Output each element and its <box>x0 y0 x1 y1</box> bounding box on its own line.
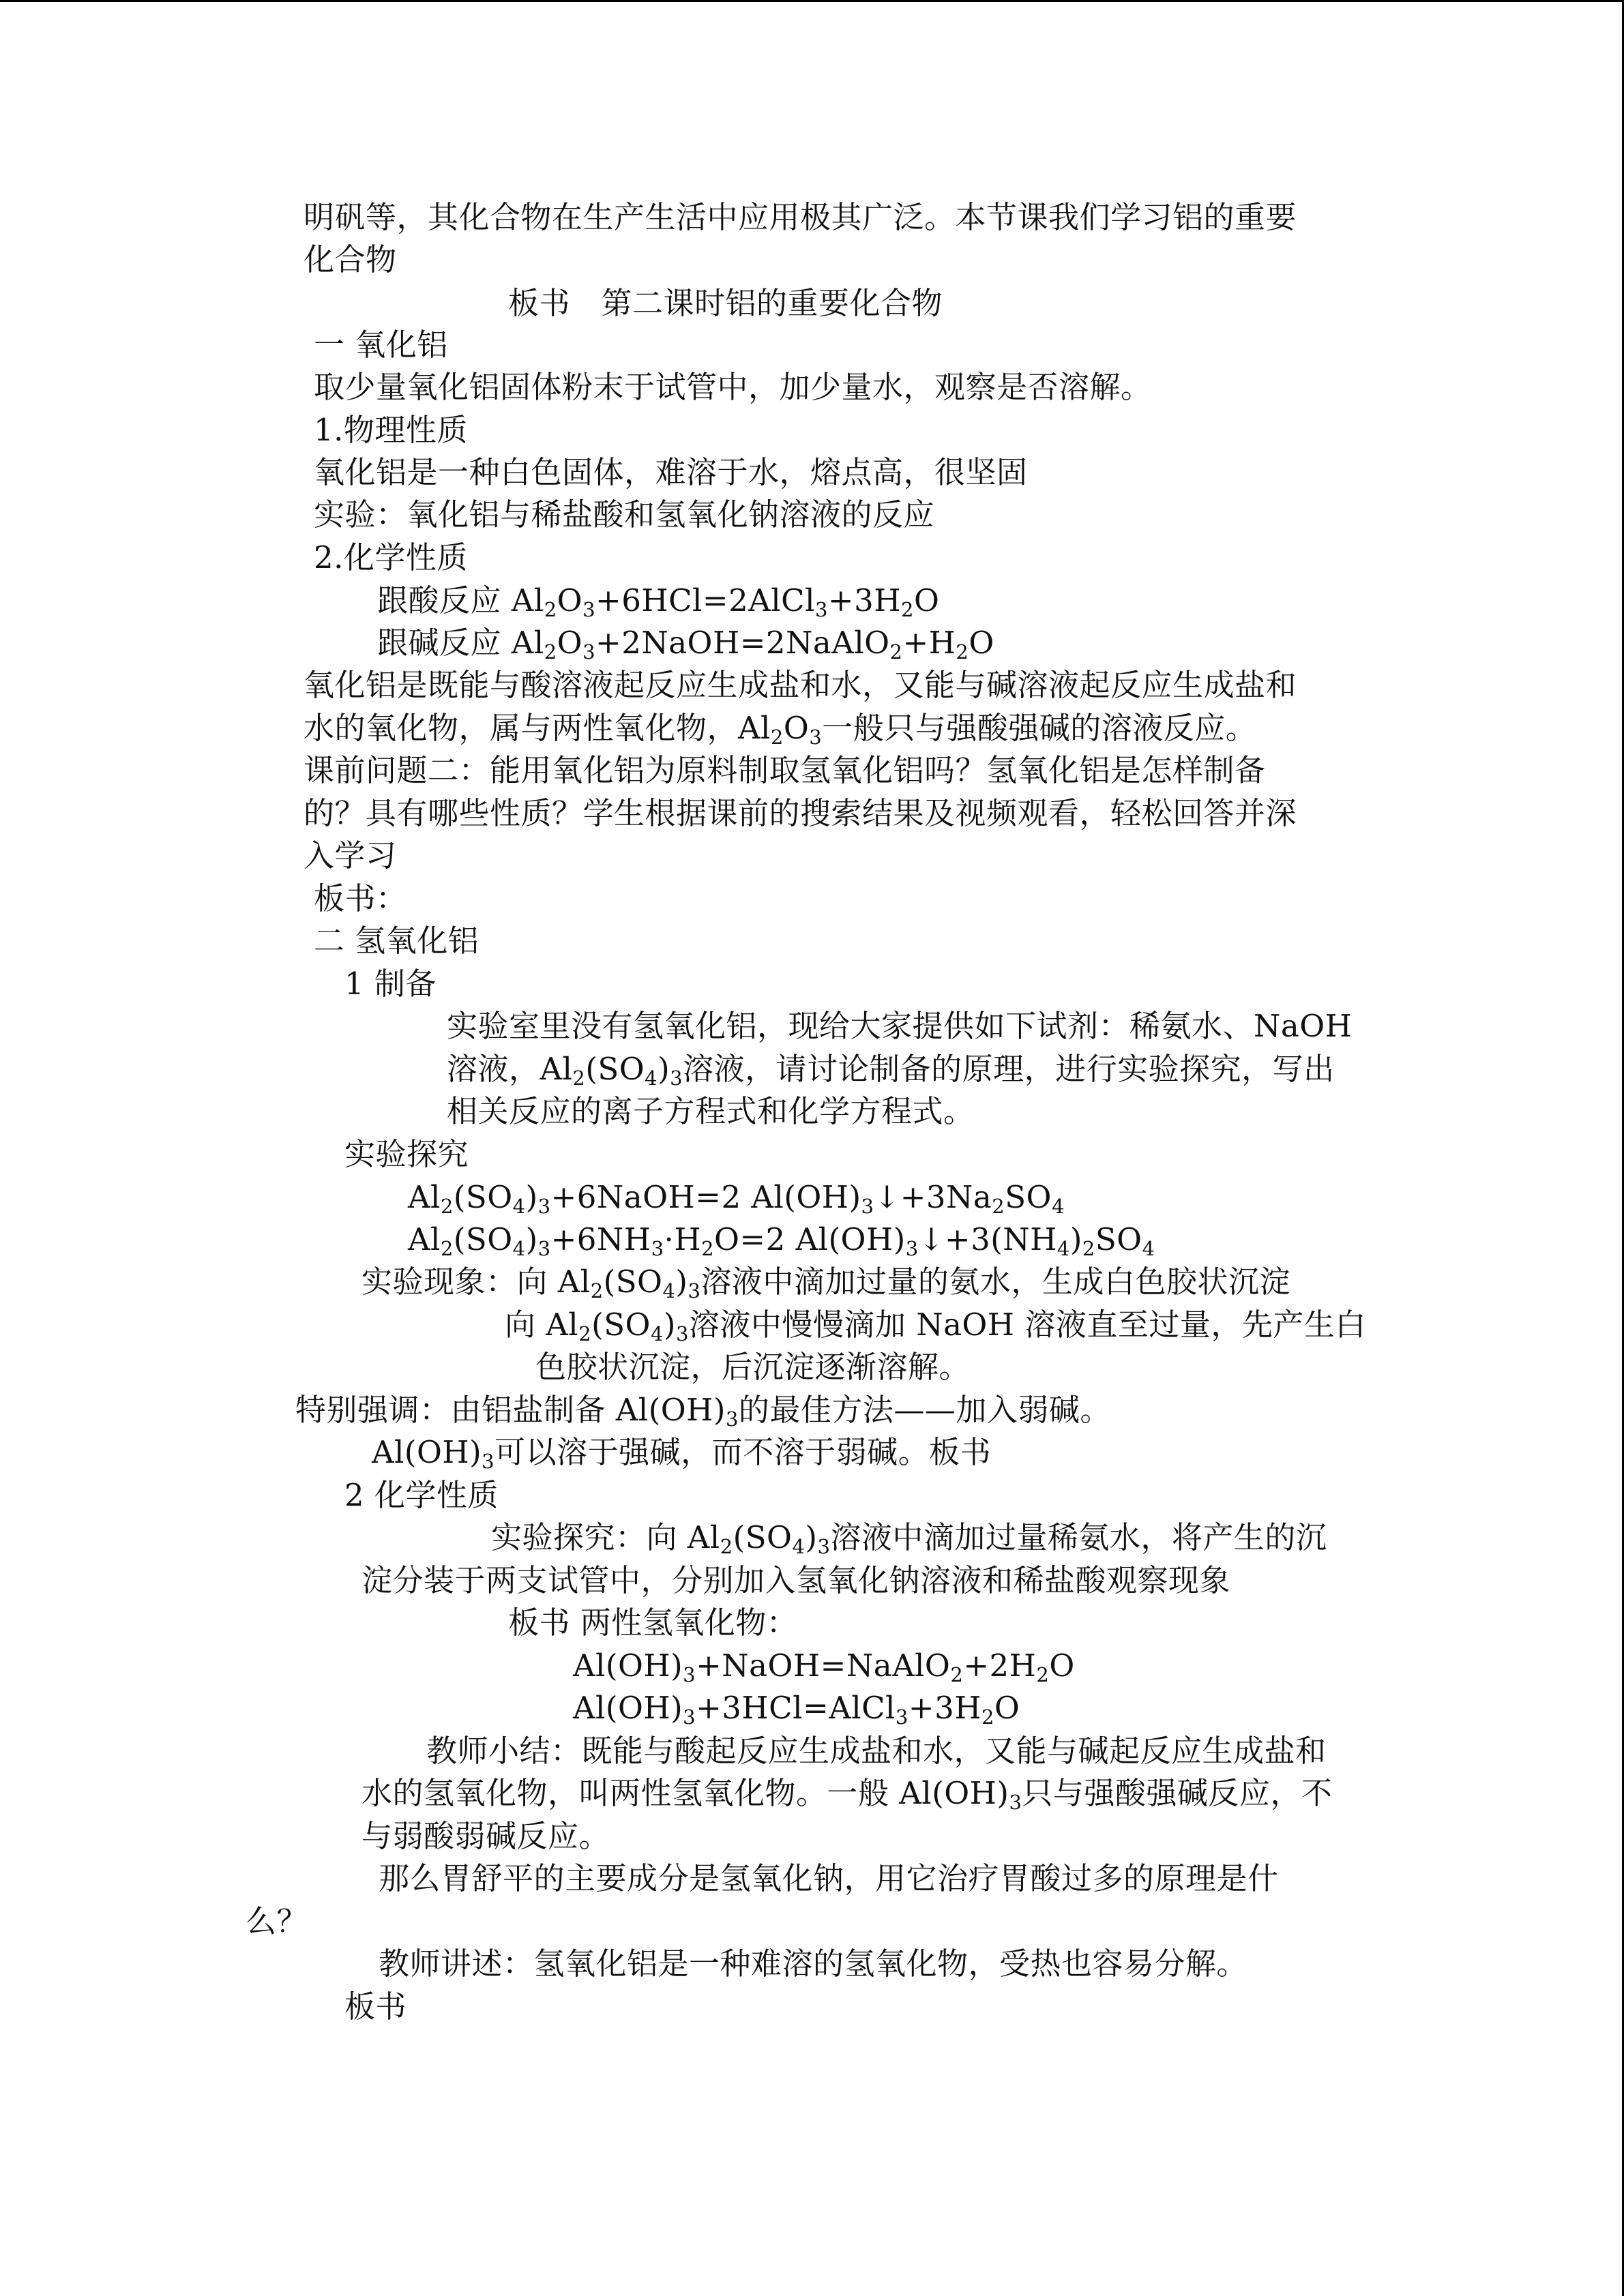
subsection-heading: 2.化学性质 <box>314 539 468 576</box>
text-line: $Al(OH)_3$可以溶于强碱，而不溶于弱碱。板书 <box>372 1434 992 1473</box>
text-line: 课前问题二：能用氧化铝为原料制取氢氧化铝吗？氢氧化铝是怎样制备 <box>304 752 1266 788</box>
equation: $Al_2(SO_4)_3+6NaOH=2$ $Al(OH)_3↓+3Na_2SO_4$ <box>408 1179 1065 1218</box>
text-line: 的？具有哪些性质？学生根据课前的搜索结果及视频观看，轻松回答并深 <box>304 795 1297 831</box>
text-line: 板书： <box>314 880 407 916</box>
top-border <box>0 0 1624 2</box>
text-line: 么？ <box>246 1903 308 1939</box>
subsection-heading: 1 制备 <box>344 966 437 1002</box>
text-line: 实验探究 <box>344 1136 469 1172</box>
text-line: 化合物 <box>304 241 397 278</box>
section-heading: 二 氢氧化铝 <box>314 923 479 959</box>
text-line: 那么胃舒平的主要成分是氢氧化钠，用它治疗胃酸过多的原理是什 <box>379 1860 1279 1896</box>
equation: 跟酸反应 $Al_2O_3+6HCl=2AlCl_3+3H_2O$ <box>377 582 940 621</box>
text-line: 水的氢氧化物，叫两性氢氧化物。一般 $Al(OH)_3$只与强酸强碱反应，不 <box>361 1775 1333 1814</box>
subsection-heading: 1.物理性质 <box>314 412 468 448</box>
text-line: 与弱酸弱碱反应。 <box>361 1818 610 1854</box>
subsection-heading: 2 化学性质 <box>344 1477 499 1513</box>
text-line: 相关反应的离子方程式和化学方程式。 <box>447 1093 975 1129</box>
text-line: 氧化铝是既能与酸溶液起反应生成盐和水，又能与碱溶液起反应生成盐和 <box>304 667 1297 703</box>
text-line: 溶液，$Al_2(SO_4)_3$溶液，请讨论制备的原理，进行实验探究，写出 <box>447 1051 1335 1090</box>
text-line: 色胶状沉淀，后沉淀逐渐溶解。 <box>535 1349 971 1385</box>
equation: $Al(OH)_3+NaOH=NaAlO_2+2H_2O$ <box>573 1648 1075 1686</box>
equation: $Al(OH)_3+3HCl=AlCl_3+3H_2O$ <box>573 1690 1020 1729</box>
text-line: 实验探究：向 $Al_2(SO_4)_3$溶液中滴加过量稀氨水，将产生的沉 <box>491 1519 1327 1558</box>
text-line: 实验现象：向 $Al_2(SO_4)_3$溶液中滴加过量的氨水，生成白色胶状沉淀 <box>361 1264 1290 1302</box>
section-heading: 板书 第二课时铝的重要化合物 <box>508 285 943 321</box>
text-line: 实验室里没有氢氧化铝，现给大家提供如下试剂：稀氨水、NaOH <box>447 1008 1353 1044</box>
text-line: 教师小结：既能与酸起反应生成盐和水，又能与碱起反应生成盐和 <box>426 1733 1327 1769</box>
text-line: 板书 两性氢氧化物： <box>508 1605 798 1641</box>
text-line: 水的氧化物，属与两性氧化物，$Al_2O_3$一般只与强酸强碱的溶液反应。 <box>304 710 1257 749</box>
text-line: 氧化铝是一种白色固体，难溶于水，熔点高，很坚固 <box>314 454 1028 490</box>
text-line: 入学习 <box>304 837 397 874</box>
text-line: 取少量氧化铝固体粉末于试管中，加少量水，观察是否溶解。 <box>314 369 1152 405</box>
text-line: 向 $Al_2(SO_4)_3$溶液中慢慢滴加 NaOH 溶液直至过量，先产生白 <box>505 1307 1366 1345</box>
equation: $Al_2(SO_4)_3+6NH_3\cdot H_2O=2$ $Al(OH)_3↓+3(NH_4)_2SO_4$ <box>408 1221 1155 1260</box>
text-line: 板书 <box>344 1988 407 2025</box>
text-line: 教师讲述：氢氧化铝是一种难溶的氢氧化物，受热也容易分解。 <box>379 1945 1248 1982</box>
section-heading: 一 氧化铝 <box>314 327 448 363</box>
text-line: 明矾等，其化合物在生产生活中应用极其广泛。本节课我们学习铝的重要 <box>304 199 1297 235</box>
text-line: 特别强调：由铝盐制备 $Al(OH)_3$的最佳方法——加入弱碱。 <box>295 1392 1111 1431</box>
text-line: 淀分装于两支试管中，分别加入氢氧化钠溶液和稀盐酸观察现象 <box>361 1562 1231 1598</box>
equation: 跟碱反应 $Al_2O_3+2NaOH=2NaAlO_2+H_2O$ <box>377 625 994 664</box>
text-line: 实验：氧化铝与稀盐酸和氢氧化钠溶液的反应 <box>314 496 935 533</box>
